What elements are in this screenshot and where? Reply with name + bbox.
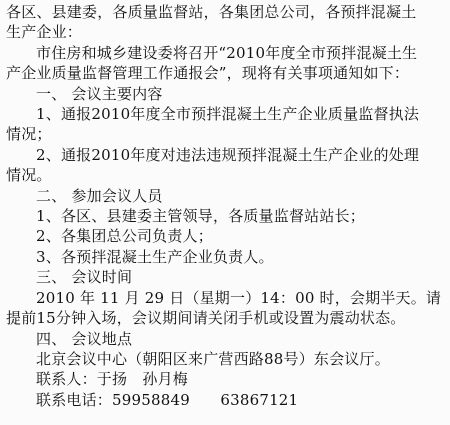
content-item-1-cont: 情况； <box>6 125 52 144</box>
section-heading-attendees: 二、 参加会议人员 <box>36 186 163 205</box>
attendees-item-2: 2、各集团总公司负责人； <box>36 227 213 246</box>
contact-person: 联系人：于扬 孙月梅 <box>36 370 189 389</box>
attendees-item-1: 1、各区、县建委主管领导，各质量监督站站长； <box>36 207 365 226</box>
time-line-1: 2010 年 11 月 29 日（星期一）14：00 时，会期半天。请 <box>36 288 442 307</box>
content-item-2: 2、通报2010年度对违法违规预拌混凝土生产企业的处理 <box>36 145 420 164</box>
contact-phone: 联系电话：59958849 63867121 <box>36 390 299 409</box>
section-heading-location: 四、 会议地点 <box>36 329 133 348</box>
section-heading-time: 三、 会议时间 <box>36 268 133 287</box>
recipients-line-2: 生产企业： <box>6 23 83 42</box>
intro-line-2: 产企业质量监督管理工作通报会”，现将有关事项通知如下： <box>6 64 410 83</box>
time-line-2: 提前15分钟入场，会议期间请关闭手机或设置为震动状态。 <box>6 309 406 328</box>
content-item-2-cont: 情况。 <box>6 166 52 185</box>
section-heading-content: 一、 会议主要内容 <box>36 84 163 103</box>
content-item-1: 1、通报2010年度全市预拌混凝土生产企业质量监督执法 <box>36 105 420 124</box>
attendees-item-3: 3、各预拌混凝土生产企业负责人。 <box>36 247 274 266</box>
intro-line-1: 市住房和城乡建设委将召开“2010年度全市预拌混凝土生 <box>36 43 418 62</box>
recipients-line-1: 各区、县建委，各质量监督站，各集团总公司，各预拌混凝土 <box>6 3 417 21</box>
location-line: 北京会议中心（朝阳区来广营西路88号）东会议厅。 <box>36 349 390 368</box>
